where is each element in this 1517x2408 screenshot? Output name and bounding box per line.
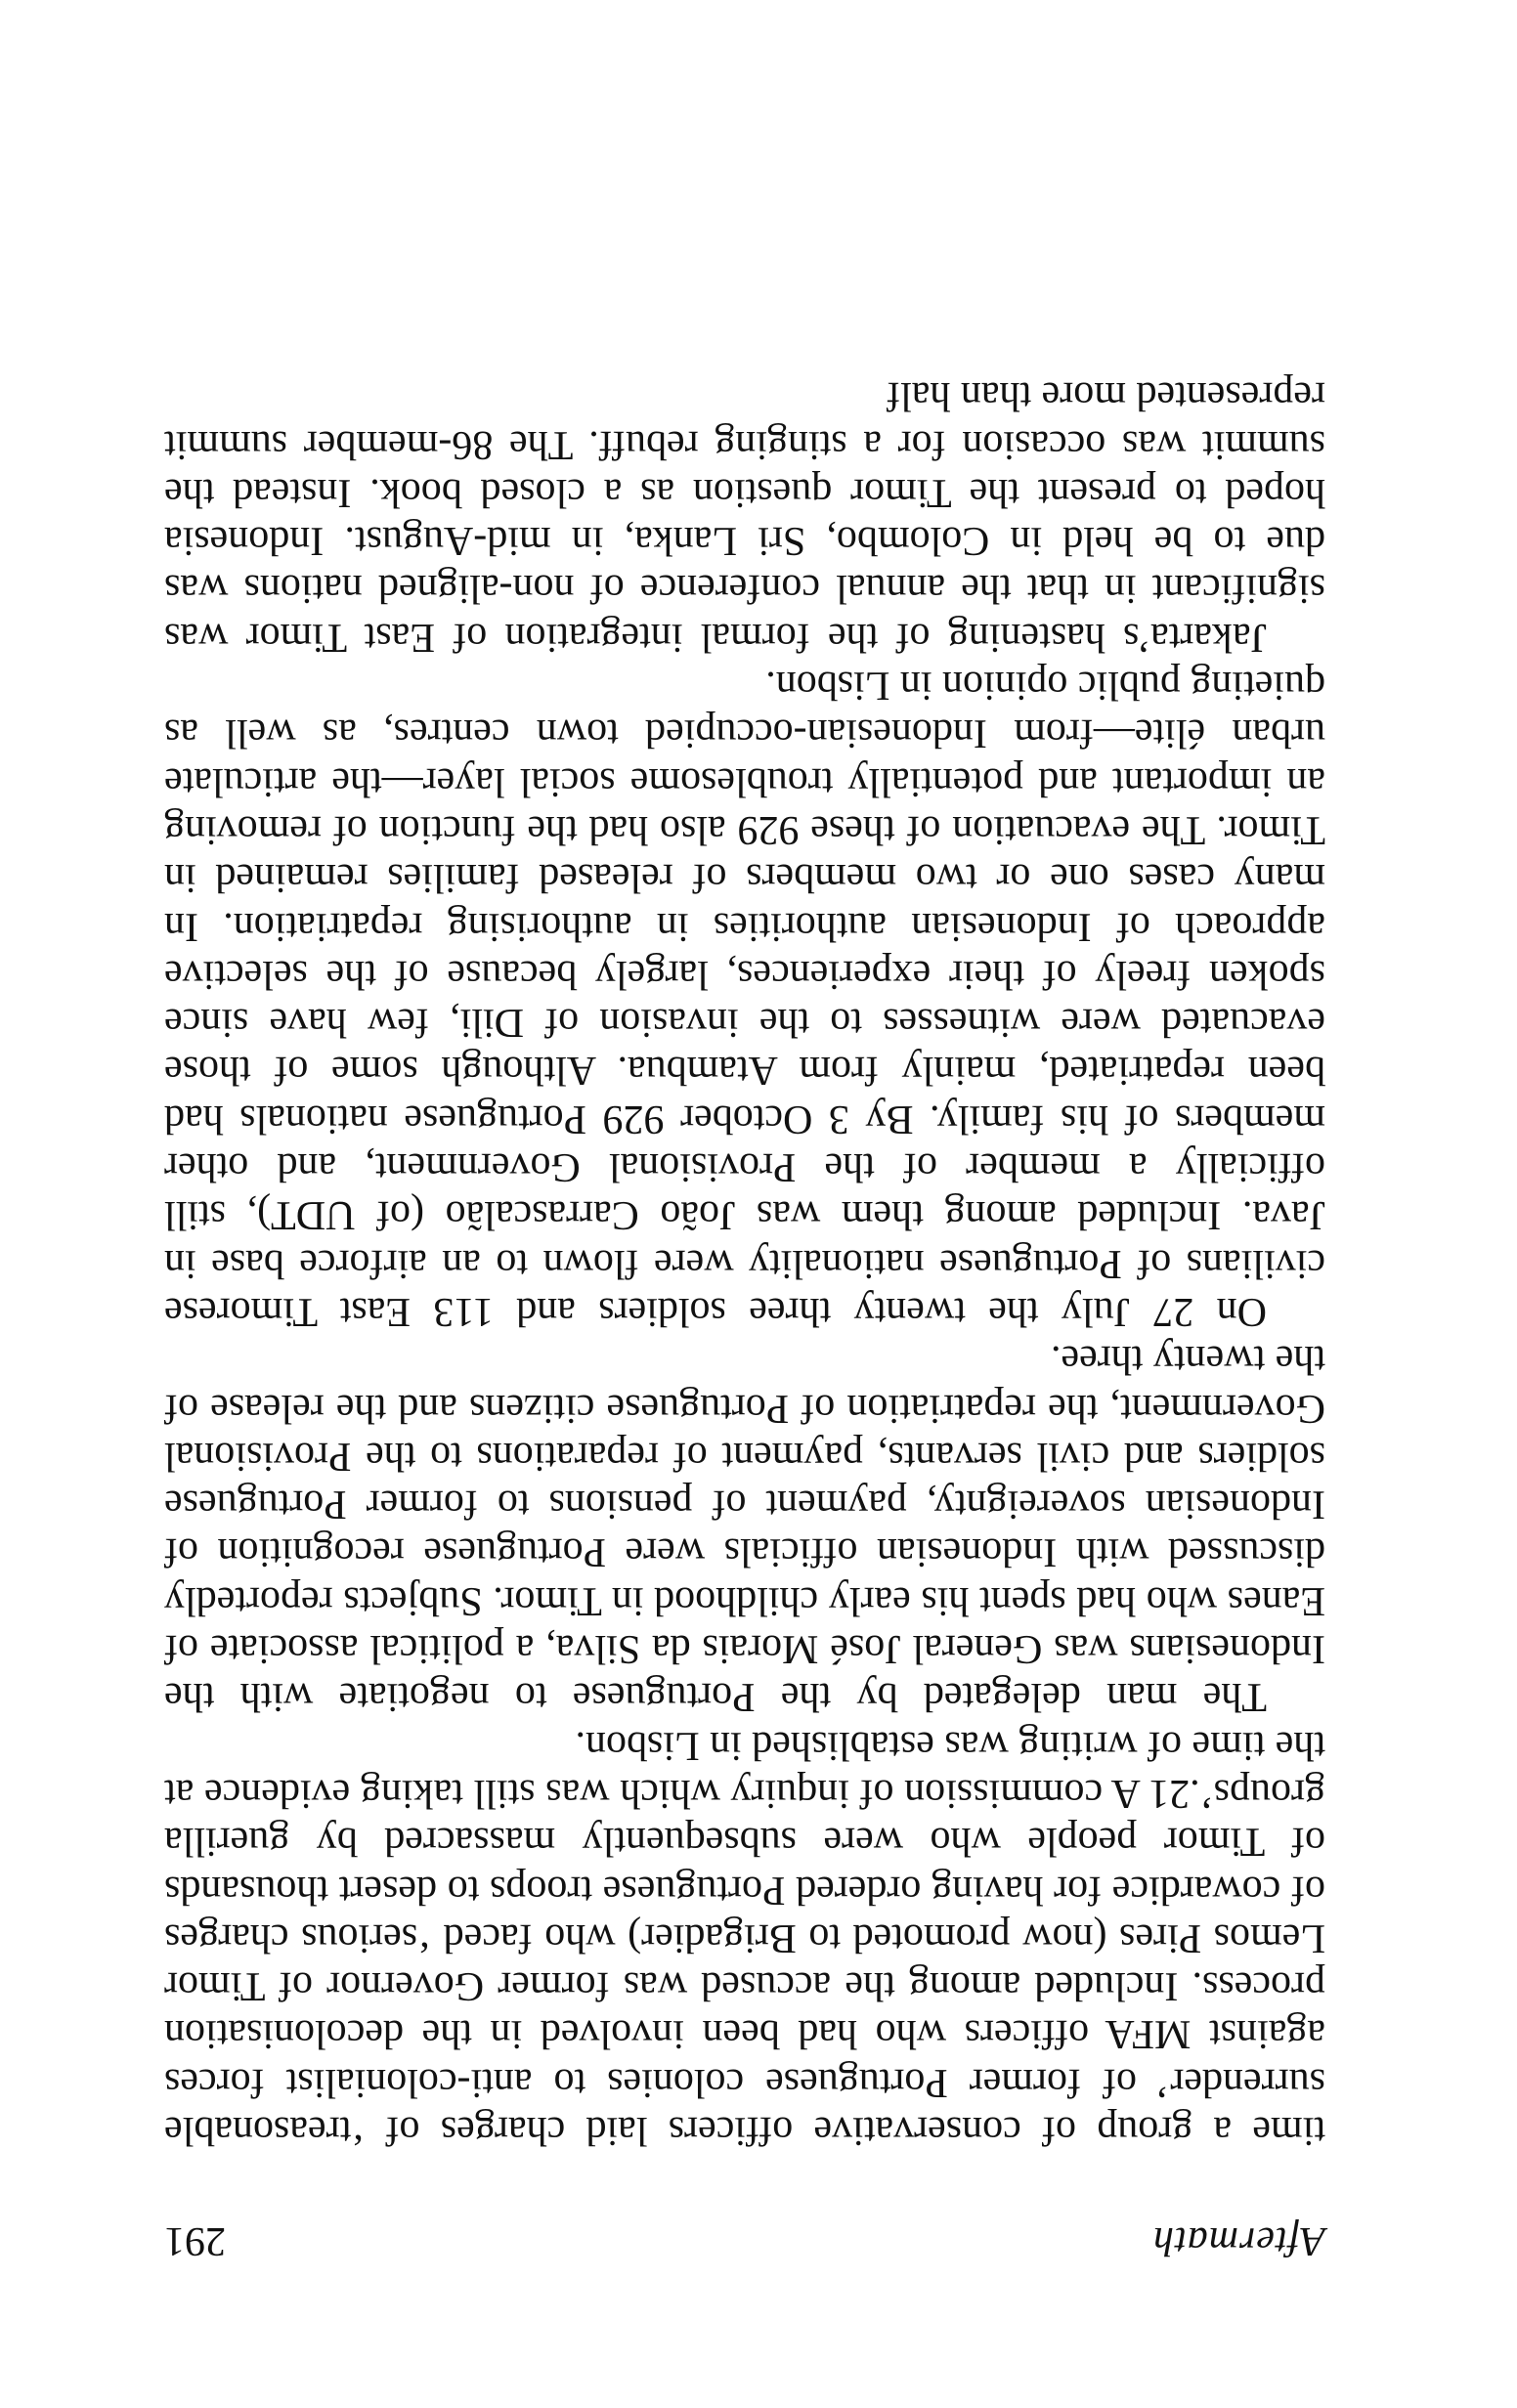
body-text [164,371,1325,2154]
running-head-title: Aftermath [1152,2218,1325,2263]
running-head [164,2206,1325,2264]
paragraph: On 27 July the twenty three soldiers and 113 East Timorese civilians of Portuguese nationality were flown to an airforce base in Java. Included among them was João Carrascalão (of UDT), still officially a member of the Provisional Government, and other members of his family. By 3 October 929 Portuguese nationals had been repatriated, mainly from Atambua. Although some of those evacuated were witnesses to the invasion of Dili, few have since spoken freely of their experiences, largely because of the selective approach of Indonesian authorities in authorising repatriation. In many cases one or two members of released families remained in Timor. The evacuation of these 929 also had the function of removing an important and potentially troublesome social layer—the articulate urban élite—from Indonesian-occupied town centres, as well as quieting public opinion in Lisbon. [164,663,1325,1334]
paragraph: time a group of conservative officers laid charges of ‘treasonable surrender’ of former Portuguese colonies to anti-colonialist forces against MFA officers who had been involved in the decolonisation process. Included among the accused was former Governor of Timor Lemos Pires (now promoted to Brigadier) who faced ‘serious charges of cowardice for having ordered Portuguese troops to desert thousands of Timor people who were subsequently massacred by guerilla groups’.21 A commission of inquiry which was still taking evidence at the time of writing was established in Lisbon. [164,1722,1325,2153]
page-number: 291 [164,2218,226,2263]
paragraph: The man delegated by the Portuguese to negotiate with the Indonesians was General José Morais da Silva, a political associate of Eanes who had spent his early childhood in Timor. Subjects reportedly discussed with Indonesian officials were Portuguese recognition of Indonesian sovereignty, payment of pensions to former Portuguese soldiers and civil servants, payment of reparations to the Provisional Government, the repatriation of Portuguese citizens and the release of the twenty three. [164,1337,1325,1720]
paragraph: Jakarta’s hastening of the formal integration of East Timor was significant in that the annual conference of non-aligned nations was due to be held in Colombo, Sri Lanka, in mid-August. Indonesia hoped to present the Timor question as a closed book. Instead the summit was occasion for a stinging rebuff. The 86-member summit represented more than half [164,373,1325,660]
